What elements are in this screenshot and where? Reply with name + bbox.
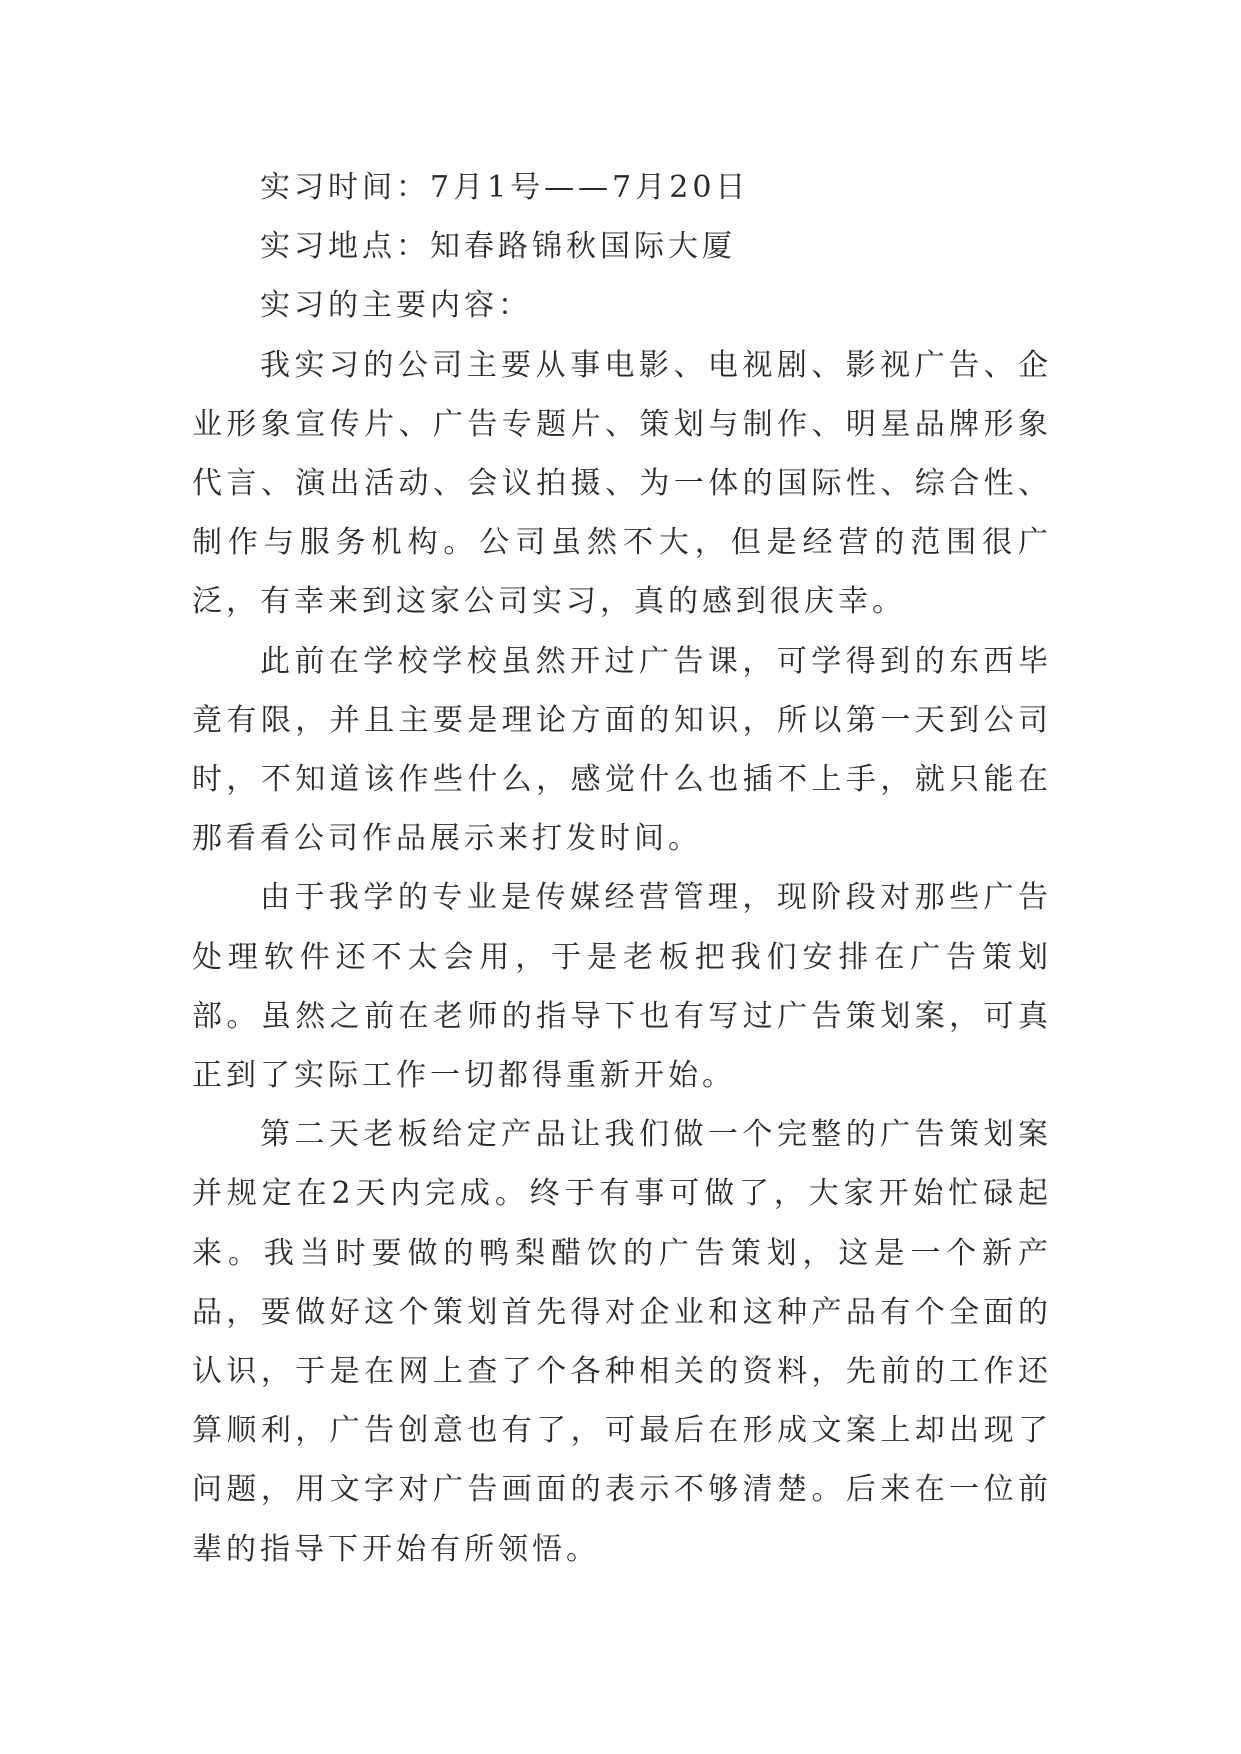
body-paragraph: 我实习的公司主要从事电影、电视剧、影视广告、企业形象宣传片、广告专题片、策划与制作、明星品牌形象代言、演出活动、会议拍摄、为一体的国际性、综合性、制作与服务机构。公司虽然不大，但是经营的范围很广泛，有幸来到这家公司实习，真的感到很庆幸。 [192,347,1052,620]
internship-content-heading: 实习的主要内容： [260,288,532,324]
internship-location-line: 实习地点：知春路锦秋国际大厦 [260,229,736,265]
body-paragraph: 由于我学的专业是传媒经营管理，现阶段对那些广告处理软件还不太会用，于是老板把我们安排在广告策划部。虽然之前在老师的指导下也有写过广告策划案，可真正到了实际工作一切都得重新开始。 [192,880,1052,1094]
body-paragraph: 此前在学校学校虽然开过广告课，可学得到的东西毕竟有限，并且主要是理论方面的知识，所以第一天到公司时，不知道该作些什么，感觉什么也插不上手，就只能在那看看公司作品展示来打发时间。 [192,643,1052,857]
internship-time-line: 实习时间：7月1号——7月20日 [260,170,750,205]
body-paragraph: 第二天老板给定产品让我们做一个完整的广告策划案并规定在2天内完成。终于有事可做了，大家开始忙碌起来。我当时要做的鸭梨醋饮的广告策划，这是一个新产品，要做好这个策划首先得对企业和这种产品有个全面的认识，于是在网上查了个各种相关的资料，先前的工作还算顺利，广告创意也有了，可最后在形成文案上却出现了问题，用文字对广告画面的表示不够清楚。后来在一位前辈的指导下开始有所领悟。 [192,1117,1052,1567]
document-body [192,158,1052,1579]
